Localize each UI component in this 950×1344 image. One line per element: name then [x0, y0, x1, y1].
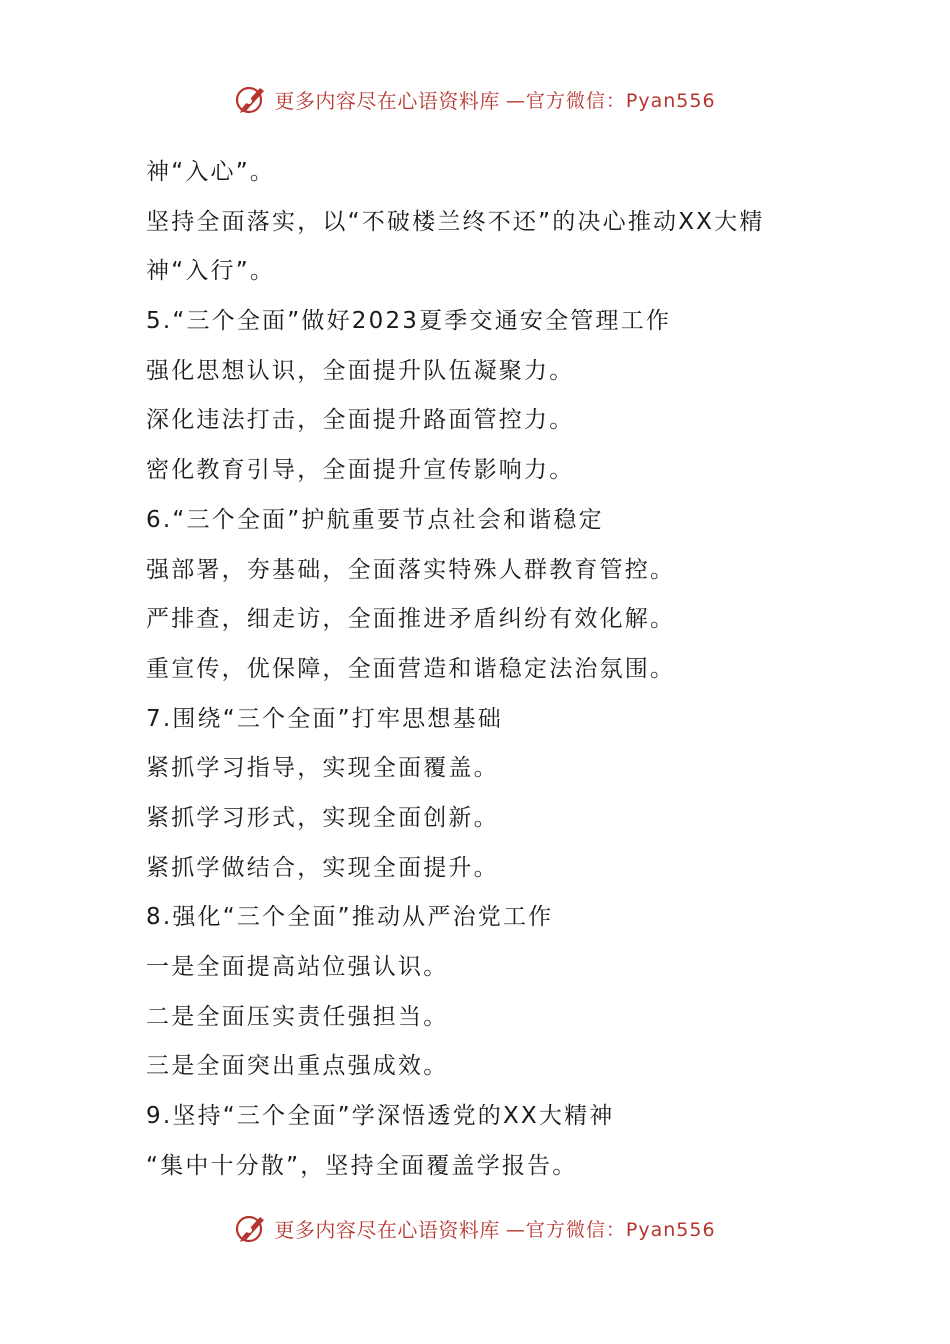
text-line: 重宣传，优保障，全面营造和谐稳定法治氛围。	[146, 655, 676, 682]
text-line: 二是全面压实责任强担当。	[146, 1003, 449, 1030]
watermark-banner	[234, 1211, 715, 1245]
document-body	[146, 148, 846, 1191]
text-line: 严排查，细走访，全面推进矛盾纠纷有效化解。	[146, 606, 676, 633]
section-heading: 9.坚持“三个全面”学深悟透党的XX大精神	[146, 1103, 615, 1130]
section-heading: 8.强化“三个全面”推动从严治党工作	[146, 904, 554, 931]
section-heading: 6.“三个全面”护航重要节点社会和谐稳定	[146, 506, 604, 533]
text-line: 强化思想认识，全面提升队伍凝聚力。	[146, 357, 575, 384]
page-header	[0, 82, 950, 116]
text-line: 密化教育引导，全面提升宣传影响力。	[146, 457, 575, 484]
footer-brand-text: 更多内容尽在心语资料库	[274, 1217, 500, 1242]
text-line: 强部署，夯基础，全面落实特殊人群教育管控。	[146, 556, 676, 583]
header-brand-text: 更多内容尽在心语资料库	[274, 88, 500, 113]
text-line: 坚持全面落实，以“不破楼兰终不还”的决心推动XX大精	[146, 208, 765, 235]
text-line: 神“入行”。	[146, 258, 276, 285]
section-heading: 7.围绕“三个全面”打牢思想基础	[146, 705, 503, 732]
text-line: 深化违法打击，全面提升路面管控力。	[146, 407, 575, 434]
watermark-banner	[234, 82, 715, 116]
text-line: “集中十分散”，坚持全面覆盖学报告。	[146, 1152, 578, 1179]
header-contact-text: —官方微信：Pyan556	[505, 89, 716, 112]
text-line: 紧抓学习指导，实现全面覆盖。	[146, 755, 499, 782]
section-heading: 5.“三个全面”做好2023夏季交通安全管理工作	[146, 308, 672, 335]
text-line: 神“入心”。	[146, 159, 276, 185]
page-footer	[0, 1211, 950, 1245]
text-line: 紧抓学习形式，实现全面创新。	[146, 804, 499, 831]
footer-contact-text: —官方微信：Pyan556	[505, 1218, 716, 1241]
pen-logo-icon	[234, 82, 268, 116]
text-line: 三是全面突出重点强成效。	[146, 1053, 449, 1080]
pen-logo-icon	[234, 1211, 268, 1245]
text-line: 一是全面提高站位强认识。	[146, 954, 449, 980]
text-line: 紧抓学做结合，实现全面提升。	[146, 854, 499, 881]
